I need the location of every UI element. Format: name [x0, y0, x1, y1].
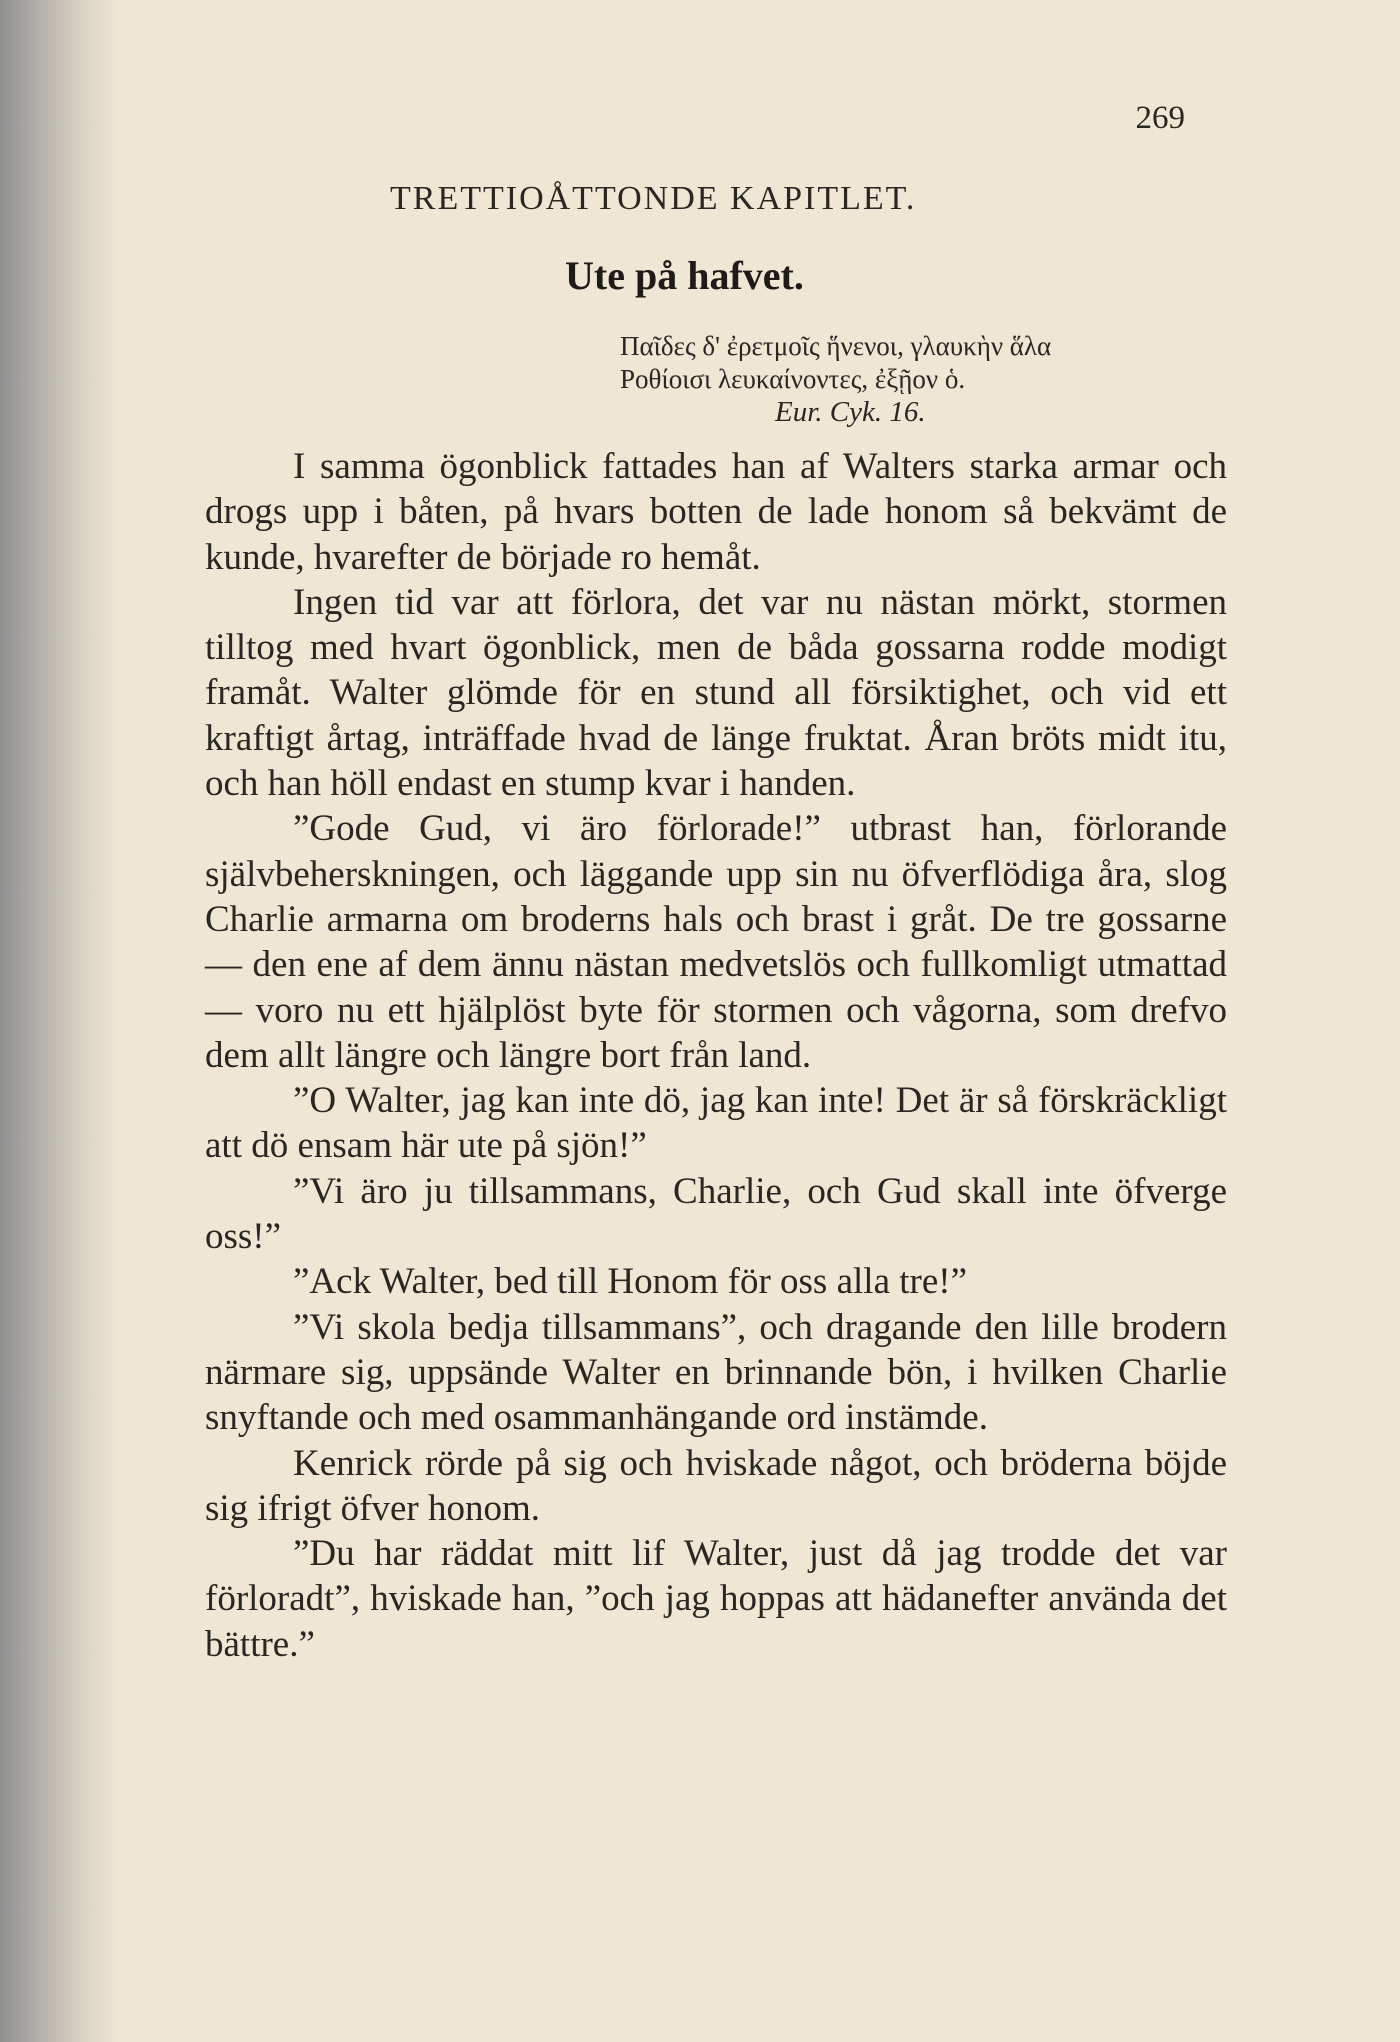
- paragraph-7: ”Vi skola bedja tillsammans”, och dragande den lille brodern närmare sig, uppsände Walter en brinnande bön, i hvilken Charlie snyftande och med osammanhängande ord instämde.: [205, 1306, 1227, 1439]
- epigraph-line-2: Ροθίοισι λευκαίνοντες, ἐξῇον ὁ.: [620, 364, 966, 394]
- epigraph-line-1: Παῖδες δ' ἐρετμοῖς ἥνενοι, γλαυκὴν ἅλα: [620, 331, 1052, 361]
- epigraph: [620, 330, 1051, 429]
- epigraph-source: Eur. Cyk. 16.: [775, 396, 926, 428]
- paragraph-5: ”Vi äro ju tillsammans, Charlie, och Gud skall inte öfverge oss!”: [205, 1170, 1227, 1258]
- chapter-heading: TRETTIOÅTTONDE KAPITLET.: [390, 180, 917, 217]
- body-text: [205, 444, 1227, 1667]
- paragraph-3: ”Gode Gud, vi äro förlorade!” utbrast han, förlorande självbeherskningen, och läggande upp sin nu öfverflödiga åra, slog Charlie armarna om broderns hals och brast i gråt. De tre gossarne — den ene af dem ännu nästan medvetslös och fullkomligt utmattad — voro nu ett hjälplöst byte för stormen och vågorna, som drefvo dem allt längre och längre bort från land.: [205, 808, 1227, 1076]
- page-number: 269: [1135, 100, 1185, 136]
- paragraph-4: ”O Walter, jag kan inte dö, jag kan inte! Det är så förskräckligt att dö ensam här ute på sjön!”: [205, 1080, 1227, 1167]
- paragraph-6: ”Ack Walter, bed till Honom för oss alla tre!”: [293, 1261, 968, 1303]
- paragraph-9: ”Du har räddat mitt lif Walter, just då jag trodde det var förloradt”, hviskade han, ”och jag hoppas att hädanefter använda det bättre.”: [205, 1533, 1227, 1665]
- paragraph-8: Kenrick rörde på sig och hviskade något, och bröderna böjde sig ifrigt öfver honom.: [205, 1442, 1227, 1529]
- paragraph-2: Ingen tid var att förlora, det var nu nästan mörkt, stormen tilltog med hvart ögonblick, men de båda gossarna rodde modigt framåt. Walter glömde för en stund all försiktighet, och vid ett kraftigt årtag, inträffade hvad de länge fruktat. Åran bröts midt itu, och han höll endast en stump kvar i handen.: [205, 581, 1227, 805]
- binding-shadow: [0, 0, 120, 2042]
- section-title: Ute på hafvet.: [565, 253, 804, 298]
- paragraph-1: I samma ögonblick fattades han af Walters starka armar och drogs upp i båten, på hvars botten de lade honom så bekvämt de kunde, hvarefter de började ro hemåt.: [205, 446, 1227, 578]
